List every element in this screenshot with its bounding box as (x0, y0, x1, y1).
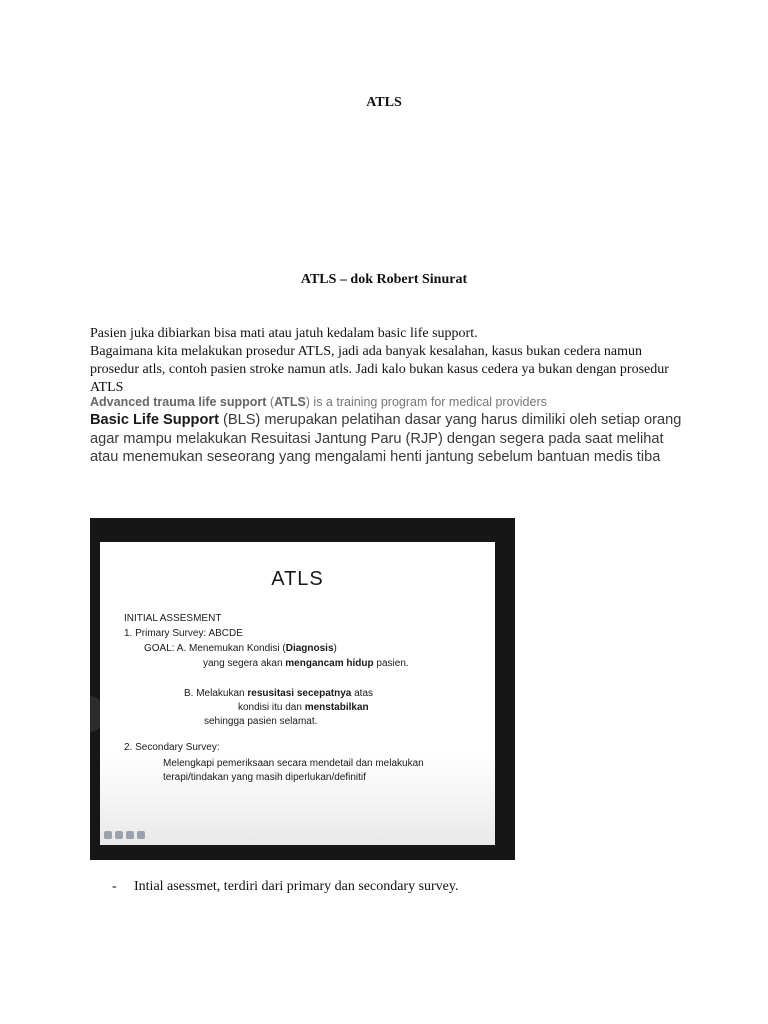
bullet-item (112, 879, 458, 895)
atls-rest: ) is a training program for medical providers (305, 395, 547, 409)
pen-icon[interactable] (115, 831, 123, 839)
menu-icon[interactable] (126, 831, 134, 839)
next-arrow-icon[interactable] (137, 831, 145, 839)
slide-goal-b-end: sehingga pasien selamat. (204, 716, 318, 727)
bls-definition (90, 411, 690, 467)
bullet-text: Intial asessmet, terdiri dari primary dan secondary survey. (134, 879, 459, 894)
slide-secondary-line1: Melengkapi pemeriksaan secara mendetail dan melakukan (163, 758, 424, 769)
atls-paren-open: ( (266, 395, 275, 409)
atls-abbr: ATLS (274, 395, 306, 409)
bls-rest: (BLS) merupakan pelatihan dasar yang harus dimiliki oleh setiap orang agar mampu melakukan Resuitasi Jantung Paru (RJP) dengan segera pada saat melihat atau menemukan seseorang yang mengalami henti jantung sebelum bantuan medis tiba (90, 412, 682, 465)
slide-goal-a: GOAL: A. Menemukan Kondisi (Diagnosis) (144, 643, 337, 654)
atls-definition (90, 395, 690, 409)
bullet-marker: - (112, 879, 117, 894)
slide-secondary-line2: terapi/tindakan yang masih diperlukan/definitif (163, 772, 366, 783)
slide-title: ATLS (271, 568, 324, 590)
paragraph-line: Bagaimana kita melakukan prosedur ATLS, jadi ada banyak kesalahan, kasus bukan cedera namun prosedur atls, contoh pasien stroke namun atls. Jadi kalo bukan kasus cedera ya bukan dengan prosedur ATLS (90, 344, 669, 395)
intro-paragraph (90, 325, 680, 397)
slide-goal-b: B. Melakukan resusitasi secepatnya atas (184, 688, 374, 699)
prev-arrow-icon[interactable] (104, 831, 112, 839)
slide-heading: INITIAL ASSESMENT (124, 613, 222, 624)
slide-content (100, 542, 495, 845)
slide-goal-b-cont: kondisi itu dan menstabilkan (238, 702, 369, 713)
document-title: ATLS (366, 95, 402, 110)
bls-bold-term: Basic Life Support (90, 412, 219, 428)
slide-goal-a-cont: yang segera akan mengancam hidup pasien. (203, 658, 409, 669)
slide-secondary-survey: 2. Secondary Survey: (124, 742, 220, 753)
document-subtitle: ATLS – dok Robert Sinurat (300, 272, 468, 287)
paragraph-line: Pasien juka dibiarkan bisa mati atau jatuh kedalam basic life support. (90, 326, 478, 341)
slide-toolbar (104, 831, 145, 839)
slide-primary-survey: 1. Primary Survey: ABCDE (124, 628, 243, 639)
atls-bold-term: Advanced trauma life support (90, 395, 267, 409)
slide-screenshot (90, 518, 515, 860)
